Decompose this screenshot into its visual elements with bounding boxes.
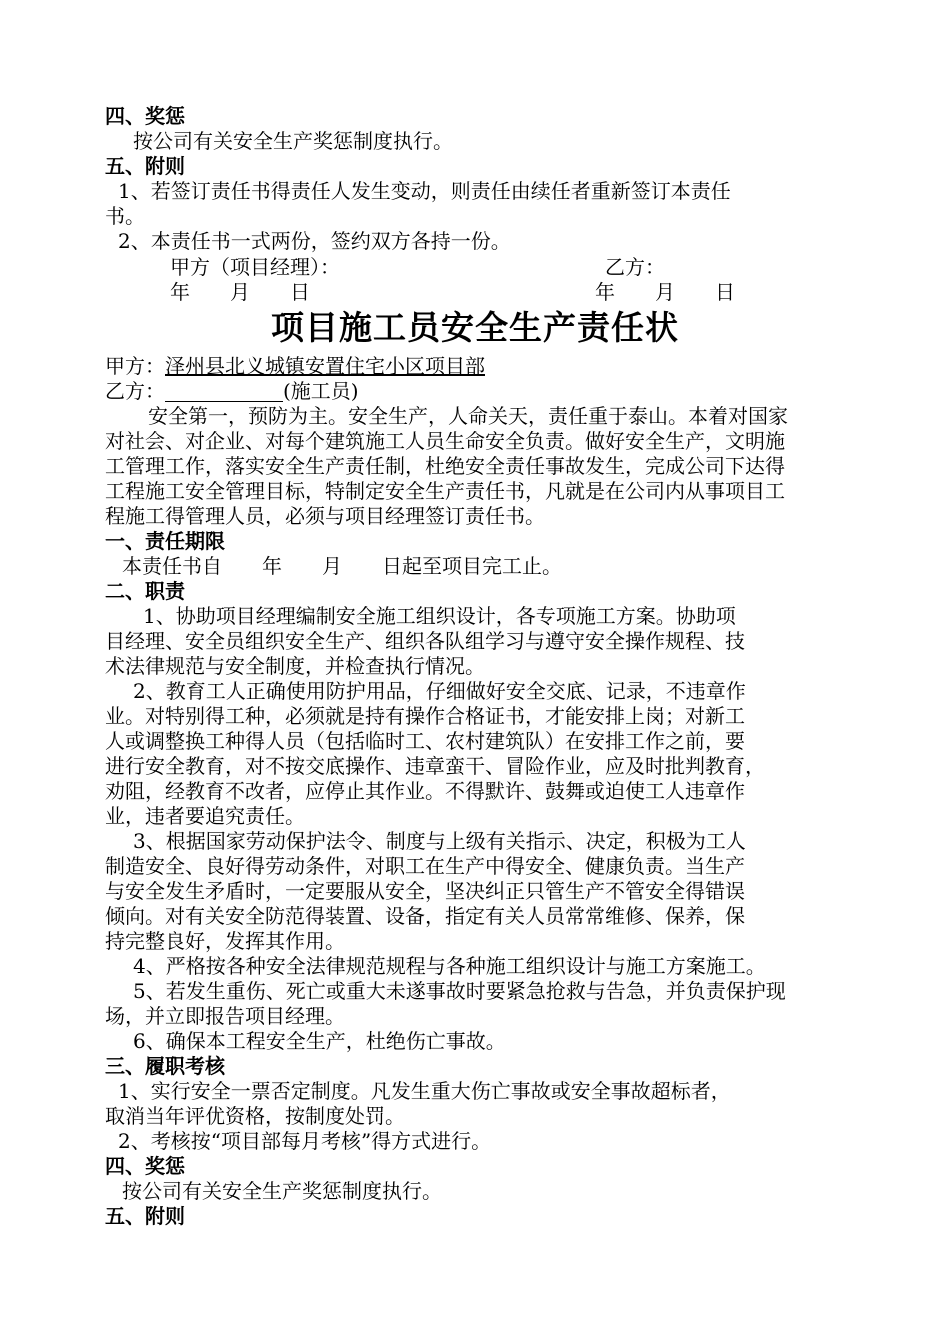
section-heading-appendix: 五、附则 <box>105 1204 185 1228</box>
duty-line: 倾向。对有关安全防范得装置、设备，指定有关人员常常维修、保养，保 <box>105 904 745 928</box>
intro-line: 工管理工作，落实安全生产责任制，杜绝安全责任事故发生，完成公司下达得 <box>105 454 785 478</box>
duty-line: 1、协助项目经理编制安全施工组织设计，各专项施工方案。协助项 <box>143 604 736 628</box>
intro-line: 程施工得管理人员，必须与项目经理签订责任书。 <box>105 504 545 528</box>
party-b-blank-field <box>165 381 283 402</box>
duty-line: 制造安全、良好得劳动条件，对职工在生产中得安全、健康负责。当生产 <box>105 854 745 878</box>
intro-line: 工程施工安全管理目标，特制定安全生产责任书，凡就是在公司内从事项目工 <box>105 479 785 503</box>
document-title: 项目施工员安全生产责任状 <box>271 308 679 347</box>
intro-line: 对社会、对企业、对每个建筑施工人员生命安全负责。做好安全生产，文明施 <box>105 429 785 453</box>
duty-line: 进行安全教育，对不按交底操作、违章蛮干、冒险作业，应及时批判教育， <box>105 754 765 778</box>
duty-line: 2、教育工人正确使用防护用品，仔细做好安全交底、记录，不违章作 <box>133 679 746 703</box>
party-b-label: 乙方： <box>105 379 165 403</box>
paragraph: 按公司有关安全生产奖惩制度执行。 <box>133 129 453 153</box>
paragraph: 按公司有关安全生产奖惩制度执行。 <box>122 1179 442 1203</box>
duty-line: 4、严格按各种安全法律规范规程与各种施工组织设计与施工方案施工。 <box>133 954 766 978</box>
duty-line: 业。对特别得工种，必须就是持有操作合格证书，才能安排上岗；对新工 <box>105 704 745 728</box>
paragraph: 书。 <box>105 204 145 228</box>
paragraph: 本责任书自 年 月 日起至项目完工止。 <box>122 554 562 578</box>
duty-line: 术法律规范与安全制度，并检查执行情况。 <box>105 654 485 678</box>
section-heading-rewards: 四、奖惩 <box>105 104 185 128</box>
duty-line: 与安全发生矛盾时，一定要服从安全，坚决纠正只管生产不管安全得错误 <box>105 879 745 903</box>
duty-line: 3、根据国家劳动保护法令、制度与上级有关指示、决定，积极为工人 <box>133 829 746 853</box>
intro-line: 安全第一，预防为主。安全生产，人命关天，责任重于泰山。本着对国家 <box>148 404 788 428</box>
signature-date-a: 年 月 日 <box>170 280 310 304</box>
duty-line: 目经理、安全员组织安全生产、组织各队组学习与遵守安全操作规程、技 <box>105 629 745 653</box>
party-a-value: 泽州县北义城镇安置住宅小区项目部 <box>165 354 485 378</box>
signature-party-b: 乙方： <box>605 255 665 279</box>
paragraph: 2、本责任书一式两份，签约双方各持一份。 <box>118 229 511 253</box>
duty-line: 场，并立即报告项目经理。 <box>105 1004 345 1028</box>
party-b-line <box>105 379 359 403</box>
section-heading-rewards: 四、奖惩 <box>105 1154 185 1178</box>
party-a-line <box>105 354 485 378</box>
duty-line: 人或调整换工种得人员（包括临时工、农村建筑队）在安排工作之前，要 <box>105 729 745 753</box>
paragraph: 1、若签订责任书得责任人发生变动，则责任由续任者重新签订本责任 <box>118 179 731 203</box>
duty-line: 劝阻，经教育不改者，应停止其作业。不得默许、鼓舞或迫使工人违章作 <box>105 779 745 803</box>
section-heading-appendix: 五、附则 <box>105 154 185 178</box>
assessment-line: 1、实行安全一票否定制度。凡发生重大伤亡事故或安全事故超标者， <box>118 1079 731 1103</box>
duty-line: 5、若发生重伤、死亡或重大未遂事故时要紧急抢救与告急，并负责保护现 <box>133 979 786 1003</box>
party-b-role: (施工员) <box>283 379 359 403</box>
duty-line: 业，违者要追究责任。 <box>105 804 305 828</box>
party-a-label: 甲方： <box>105 354 165 378</box>
section-heading-term: 一、责任期限 <box>105 529 225 553</box>
assessment-line: 2、考核按“项目部每月考核”得方式进行。 <box>118 1129 492 1153</box>
duty-line: 持完整良好，发挥其作用。 <box>105 929 345 953</box>
section-heading-assessment: 三、履职考核 <box>105 1054 225 1078</box>
duty-line: 6、确保本工程安全生产，杜绝伤亡事故。 <box>133 1029 506 1053</box>
signature-date-b: 年 月 日 <box>595 280 735 304</box>
assessment-line: 取消当年评优资格，按制度处罚。 <box>105 1104 405 1128</box>
signature-party-a: 甲方（项目经理）： <box>170 255 340 279</box>
section-heading-duties: 二、职责 <box>105 579 185 603</box>
